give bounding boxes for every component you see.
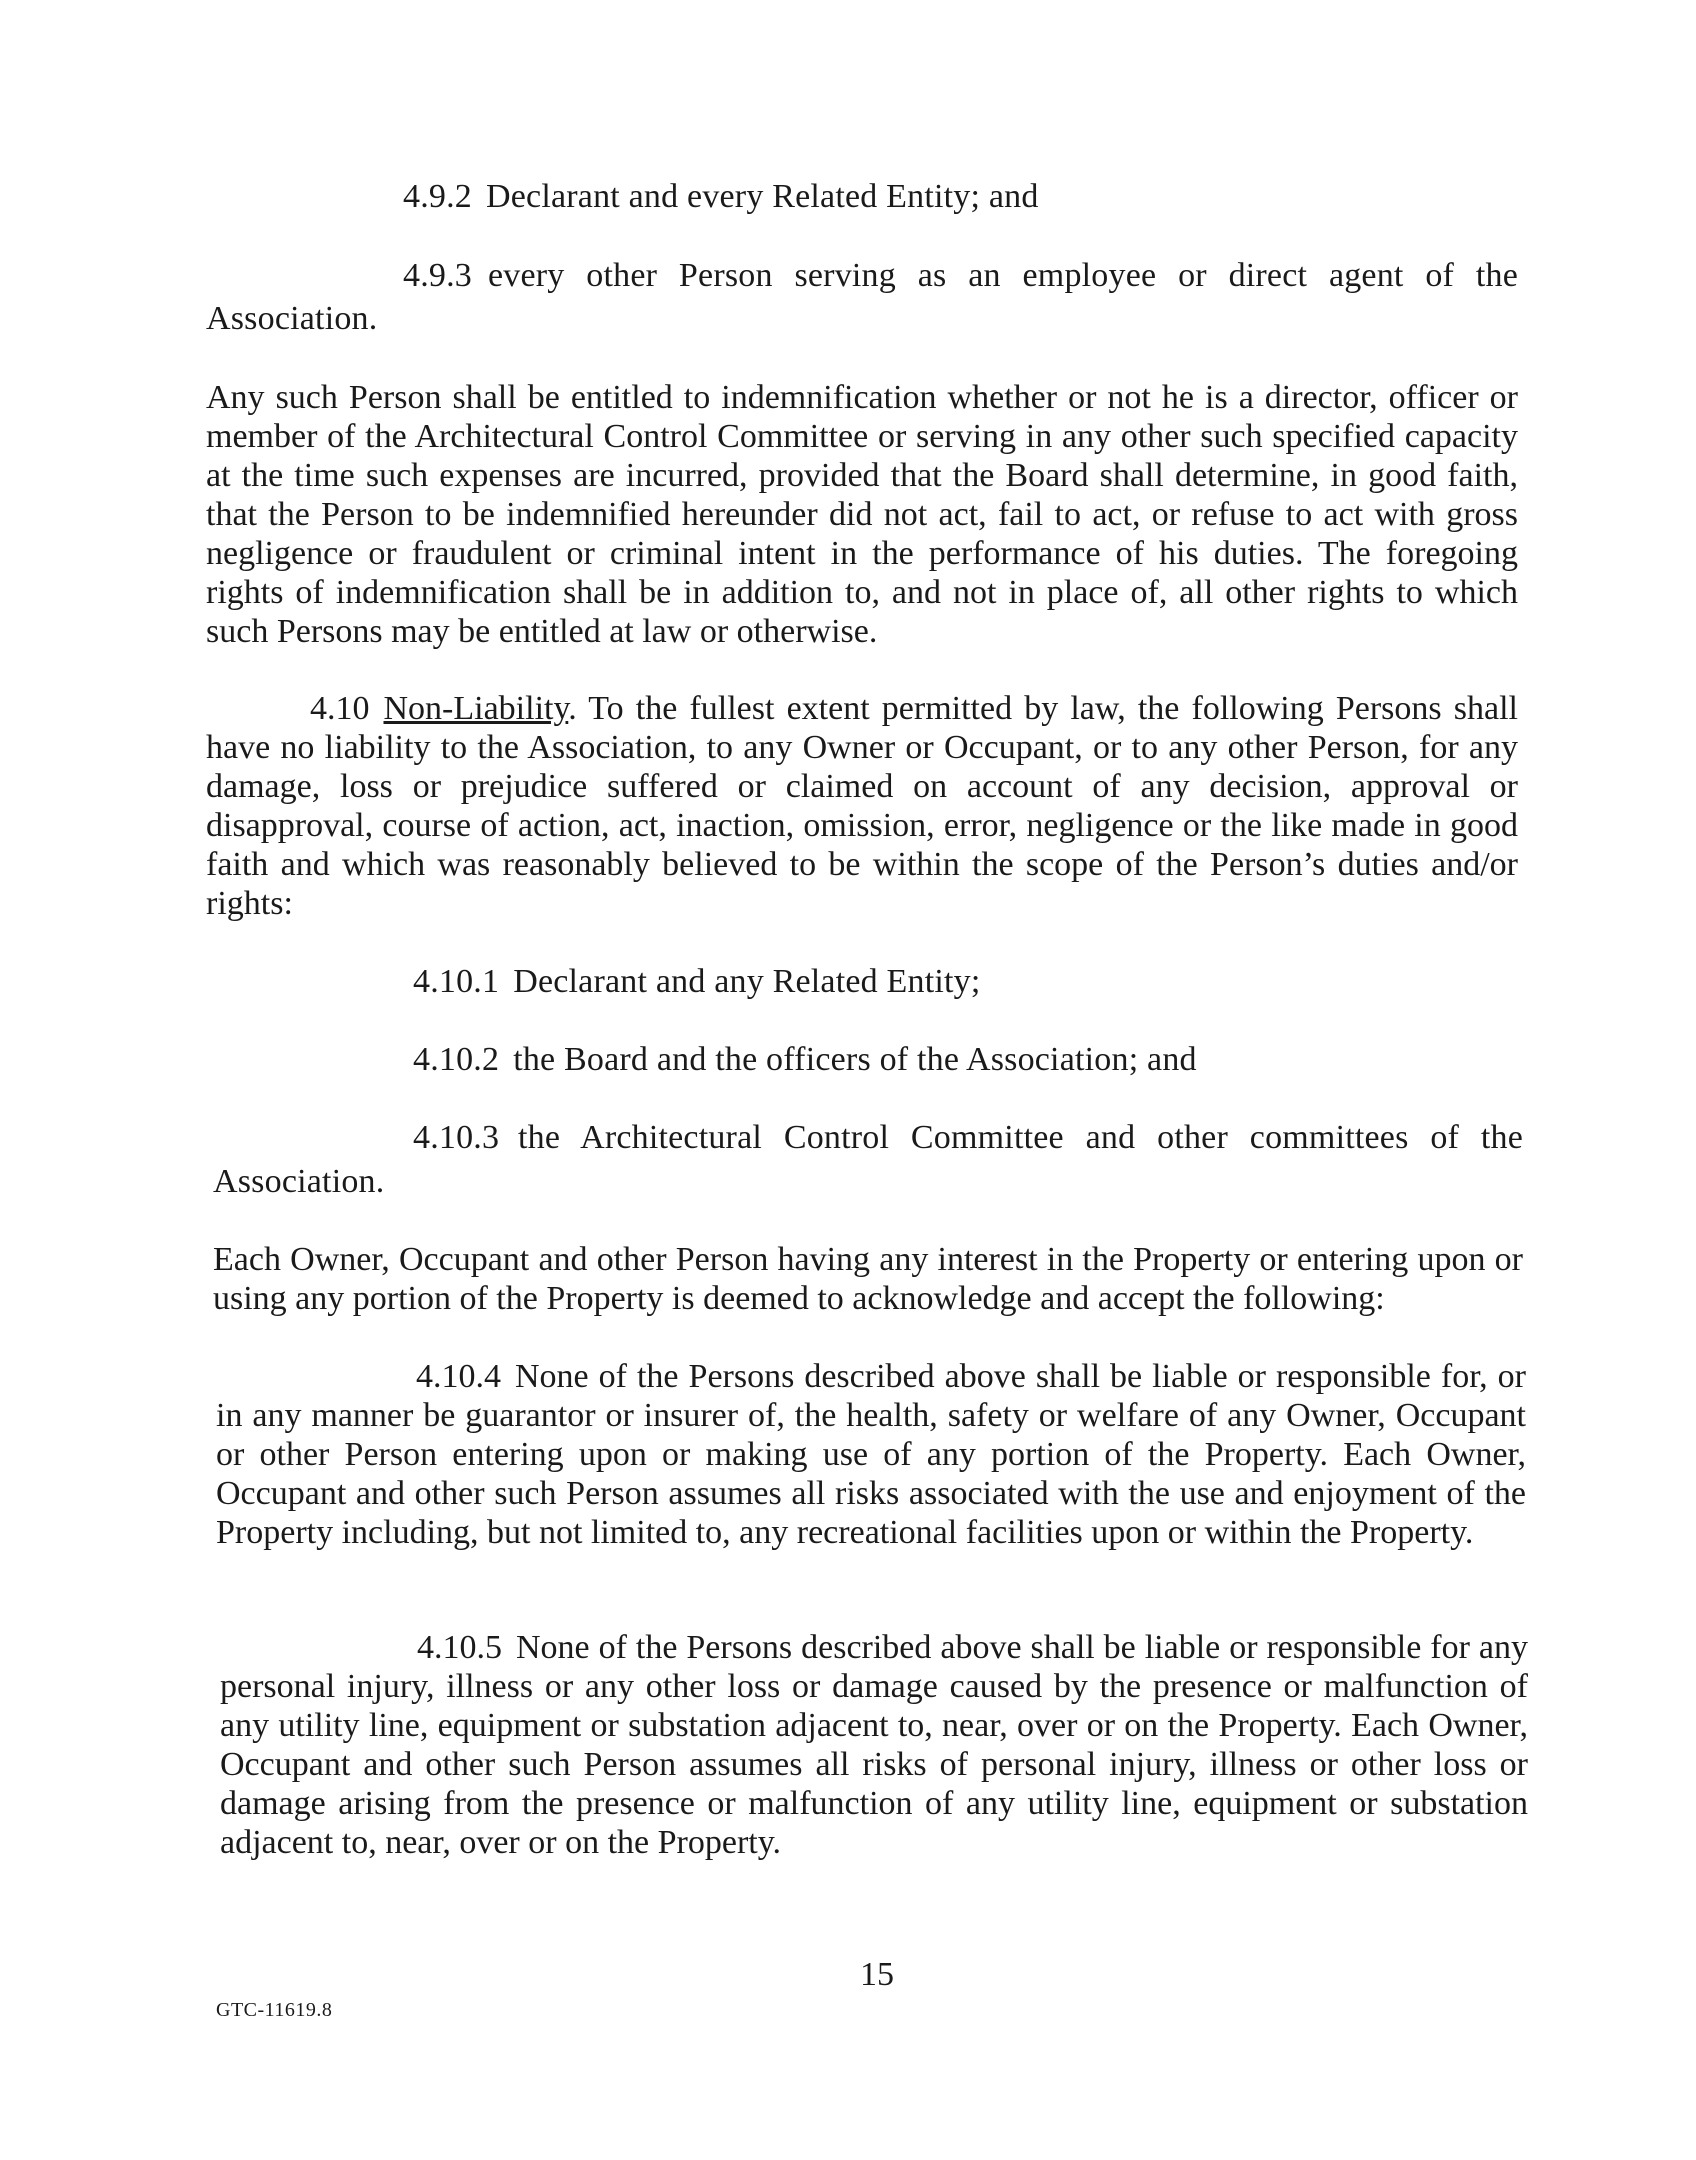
document-id: GTC-11619.8 <box>216 1999 333 2021</box>
item-4-10-4 <box>216 1357 1526 1552</box>
section-number: 4.10 <box>310 690 370 727</box>
item-4-9-3-continuation: Association. <box>206 300 378 337</box>
item-number: 4.9.3 <box>403 257 472 294</box>
paragraph-indemnification: Any such Person shall be entitled to indemnification whether or not he is a director, officer or member of the Architectural Control Committee or serving in any other such specified capacity at the time such expenses are incurred, provided that the Board shall determine, in good faith, that the Person to be indemnified hereunder did not act, fail to act, or refuse to act with gross negligence or fraudulent or criminal intent in the performance of his duties. The foregoing rights of indemnification shall be in addition to, and not in place of, all other rights to which such Persons may be entitled at law or otherwise. <box>206 379 1518 650</box>
section-text: . To the fullest extent permitted by law, the following Persons shall have no liability to the Association, to any Owner or Occupant, or to any other Person, for any damage, loss or prejudice suffered or claimed on account of any decision, approval or disapproval, course of action, act, inaction, omission, error, negligence or the like made in good faith and which was reasonably believed to be within the scope of the Person’s duties and/or rights: <box>206 690 1518 922</box>
item-4-10-5 <box>220 1628 1528 1862</box>
page-number: 15 <box>860 1956 894 1993</box>
item-number: 4.9.2 <box>403 178 472 215</box>
item-4-9-2 <box>403 177 1039 217</box>
item-4-10-1 <box>413 962 981 1002</box>
item-text: None of the Persons described above shall be liable or responsible for any personal injury, illness or any other loss or damage caused by the presence or malfunction of any utility line, equipment or substation adjacent to, near, over or on the Property. Each Owner, Occupant and other such Person assumes all risks of personal injury, illness or other loss or damage arising from the presence or malfunction of any utility line, equipment or substation adjacent to, near, over or on the Property. <box>220 1629 1528 1861</box>
item-number: 4.10.4 <box>416 1358 501 1395</box>
item-text: Declarant and every Related Entity; and <box>486 178 1039 215</box>
paragraph-acknowledge: Each Owner, Occupant and other Person having any interest in the Property or entering upon or using any portion of the Property is deemed to acknowledge and accept the following: <box>213 1241 1523 1317</box>
item-text: Declarant and any Related Entity; <box>513 963 981 1000</box>
item-4-9-3 <box>403 256 1518 296</box>
item-text: the Board and the officers of the Association; and <box>513 1041 1197 1078</box>
item-text: None of the Persons described above shall be liable or responsible for, or in any manner be guarantor or insurer of, the health, safety or welfare of any Owner, Occupant or other Person entering upon or making use of any portion of the Property. Each Owner, Occupant and other such Person assumes all risks associated with the use and enjoyment of the Property including, but not limited to, any recreational facilities upon or within the Property. <box>216 1358 1526 1551</box>
section-4-10 <box>206 689 1518 923</box>
item-text: the Architectural Control Committee and other committees of the <box>518 1119 1523 1156</box>
item-number: 4.10.3 <box>413 1119 500 1156</box>
item-text: every other Person serving as an employee or direct agent of the <box>488 257 1518 294</box>
item-4-10-3-continuation: Association. <box>213 1163 385 1200</box>
section-heading: Non-Liability <box>383 690 569 727</box>
item-number: 4.10.5 <box>417 1629 502 1666</box>
item-4-10-3 <box>413 1118 1523 1158</box>
item-number: 4.10.2 <box>413 1041 500 1078</box>
item-number: 4.10.1 <box>413 963 500 1000</box>
item-4-10-2 <box>413 1040 1197 1080</box>
